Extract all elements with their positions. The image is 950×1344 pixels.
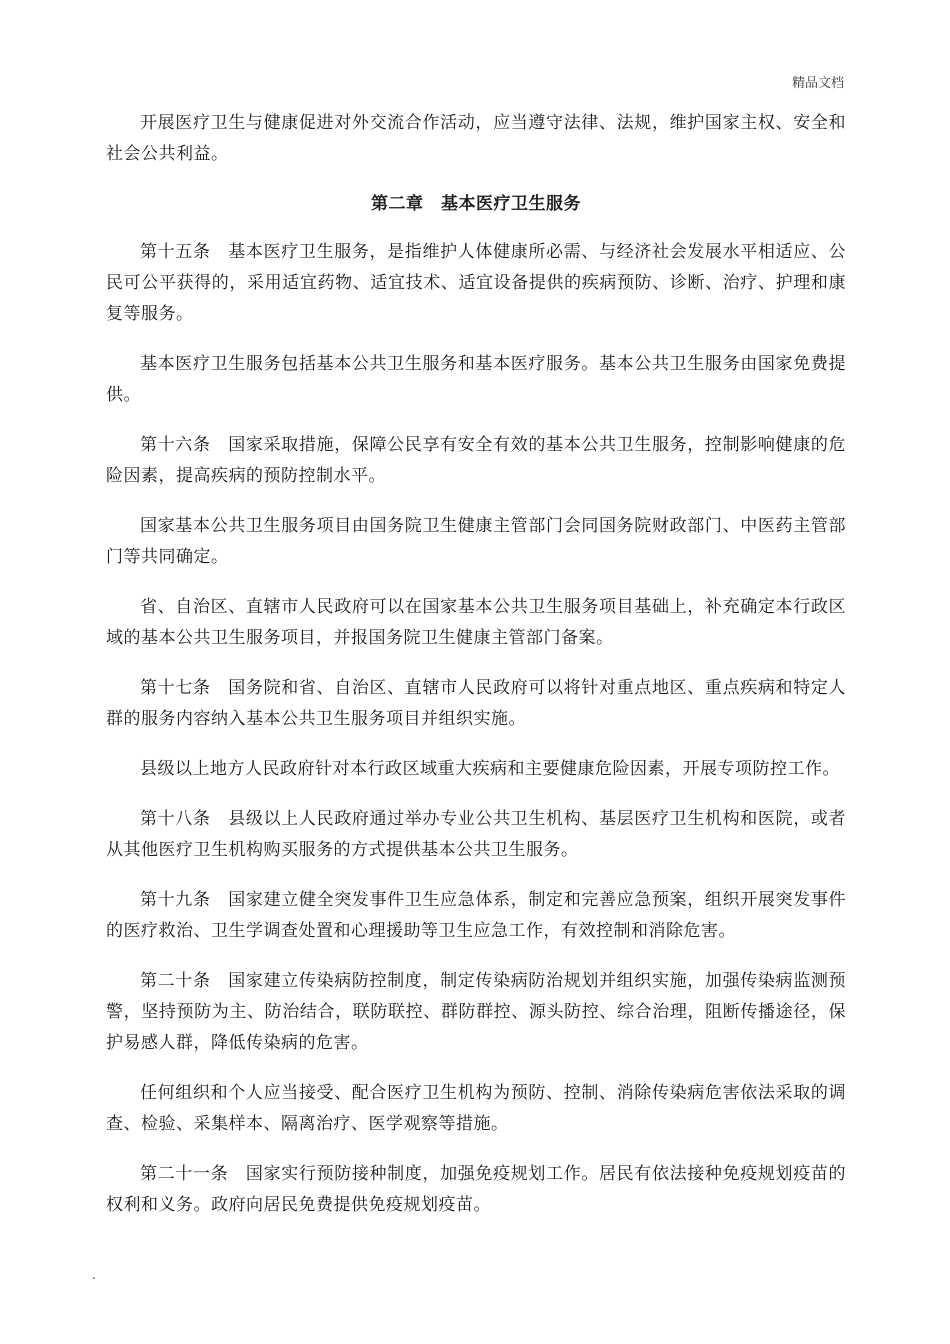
paragraph-basic-services: 基本医疗卫生服务包括基本公共卫生服务和基本医疗服务。基本公共卫生服务由国家免费提供。 [106,354,846,405]
chapter-title: 第二章 基本医疗卫生服务 [371,194,581,214]
paragraph-article-18: 第十八条 县级以上人民政府通过举办专业公共卫生机构、基层医疗卫生机构和医院，或者从其他医疗卫生机构购买服务的方式提供基本公共卫生服务。 [106,809,846,860]
paragraph-article-19: 第十九条 国家建立健全突发事件卫生应急体系，制定和完善应急预案，组织开展突发事件的医疗救治、卫生学调查处置和心理援助等卫生应急工作，有效控制和消除危害。 [106,890,846,941]
footer-mark: . [92,1268,96,1282]
intro-paragraph: 开展医疗卫生与健康促进对外交流合作活动，应当遵守法律、法规，维护国家主权、安全和社会公共利益。 [106,113,846,164]
paragraph-local-prevention: 县级以上地方人民政府针对本行政区域重大疾病和主要健康危险因素，开展专项防控工作。 [140,759,840,779]
paragraph-article-16: 第十六条 国家采取措施，保障公民享有安全有效的基本公共卫生服务，控制影响健康的危险因素，提高疾病的预防控制水平。 [106,435,846,486]
paragraph-article-21: 第二十一条 国家实行预防接种制度，加强免疫规划工作。居民有依法接种免疫规划疫苗的权利和义务。政府向居民免费提供免疫规划疫苗。 [106,1164,846,1215]
paragraph-article-15: 第十五条 基本医疗卫生服务，是指维护人体健康所必需、与经济社会发展水平相适应、公民可公平获得的，采用适宜药物、适宜技术、适宜设备提供的疾病预防、诊断、治疗、护理和康复等服务。 [106,242,846,324]
paragraph-article-17: 第十七条 国务院和省、自治区、直辖市人民政府可以将针对重点地区、重点疾病和特定人群的服务内容纳入基本公共卫生服务项目并组织实施。 [106,678,846,729]
paragraph-cooperation: 任何组织和个人应当接受、配合医疗卫生机构为预防、控制、消除传染病危害依法采取的调查、检验、采集样本、隔离治疗、医学观察等措施。 [106,1083,846,1134]
paragraph-national-projects: 国家基本公共卫生服务项目由国务院卫生健康主管部门会同国务院财政部门、中医药主管部门等共同确定。 [106,516,846,567]
document-body [106,108,846,1240]
paragraph-provincial-projects: 省、自治区、直辖市人民政府可以在国家基本公共卫生服务项目基础上，补充确定本行政区域的基本公共卫生服务项目，并报国务院卫生健康主管部门备案。 [106,597,846,648]
header-label: 精品文档 [791,76,844,91]
paragraph-article-20: 第二十条 国家建立传染病防控制度，制定传染病防治规划并组织实施，加强传染病监测预警，坚持预防为主、防治结合，联防联控、群防群控、源头防控、综合治理，阻断传播途径，保护易感人群，降低传染病的危害。 [106,971,846,1053]
